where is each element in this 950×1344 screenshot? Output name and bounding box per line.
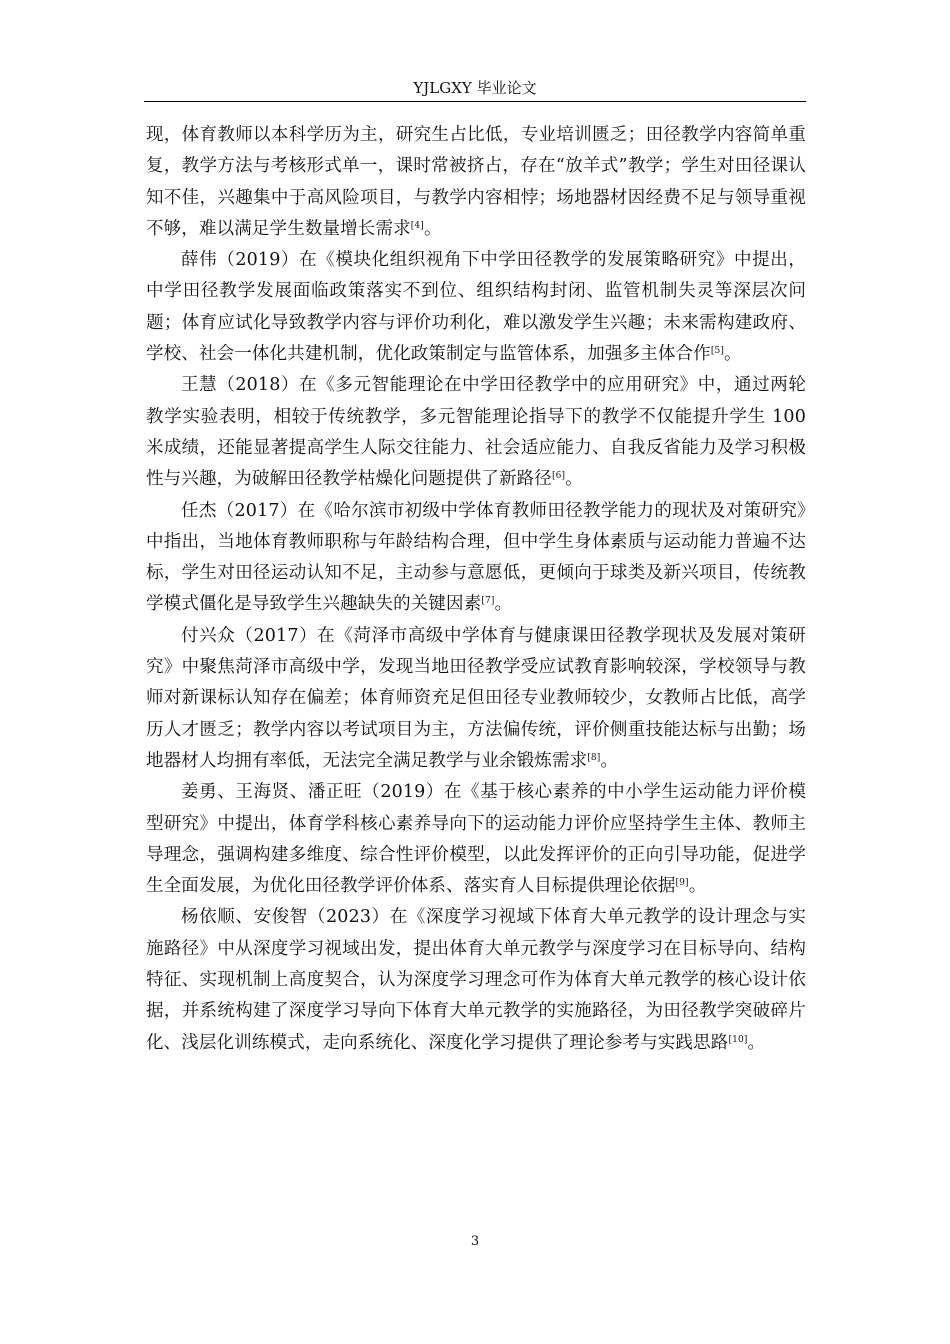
running-header: YJLGXY 毕业论文 <box>413 79 537 97</box>
paragraph-continued <box>146 120 806 245</box>
citation-mark: [4] <box>410 220 424 231</box>
paragraph-text: 姜勇、王海贤、潘正旺（2019）在《基于核心素养的中小学生运动能力评价模型研究》中提出，体育学科核心素养导向下的运动能力评价应坚持学生主体、教师主导理念，强调构建多维度、综合性评价模型，以此发挥评价的正向引导功能，促进学生全面发展，为优化田径教学评价体系、落实育人目标提供理论依据 <box>146 782 806 897</box>
paragraph-text: 王慧（2018）在《多元智能理论在中学田径教学中的应用研究》中，通过两轮教学实验表明，相较于传统教学，多元智能理论指导下的教学不仅能提升学生 100 米成绩，还能显著提高学生人际交往能力、社会适应能力、自我反省能力及学习积极性与兴趣，为破解田径教学枯燥化问题提供了新路径 <box>146 375 806 490</box>
document-body <box>146 120 806 1059</box>
paragraph-jiangyong <box>146 777 806 902</box>
citation-mark: [8] <box>587 752 601 763</box>
paragraph-text: 杨依顺、安俊智（2023）在《深度学习视域下体育大单元教学的设计理念与实施路径》中从深度学习视域出发，提出体育大单元教学与深度学习在目标导向、结构特征、实现机制上高度契合，认为深度学习理念可作为体育大单元教学的核心设计依据，并系统构建了深度学习导向下体育大单元教学的实施路径，为田径教学突破碎片化、浅层化训练模式，走向系统化、深度化学习提供了理论参考与实践思路 <box>146 907 806 1053</box>
paragraph-end: 。 <box>494 594 513 615</box>
paragraph-end: 。 <box>600 750 619 771</box>
paragraph-text: 现，体育教师以本科学历为主，研究生占比低，专业培训匮乏；田径教学内容简单重复，教学方法与考核形式单一，课时常被挤占，存在“放羊式”教学；学生对田径课认知不佳，兴趣集中于高风险项目，与教学内容相悖；场地器材因经费不足与领导重视不够，难以满足学生数量增长需求 <box>146 125 806 239</box>
paragraph-xuewei <box>146 245 806 370</box>
paragraph-renjie <box>146 496 806 621</box>
paragraph-end: 。 <box>423 218 442 239</box>
page-number: 3 <box>470 1234 480 1249</box>
paragraph-end: 。 <box>724 344 742 365</box>
paragraph-text: 薛伟（2019）在《模块化组织视角下中学田径教学的发展策略研究》中提出，中学田径教学发展面临政策落实不到位、组织结构封闭、监管机制失灵等深层次问题；体育应试化导致教学内容与评价功利化，难以激发学生兴趣；未来需构建政府、学校、社会一体化共建机制，优化政策制定与监管体系，加强多主体合作 <box>146 250 806 365</box>
paragraph-end: 。 <box>747 1032 766 1053</box>
header-divider <box>144 101 806 102</box>
paragraph-wanghui <box>146 370 806 495</box>
citation-mark: [9] <box>675 878 689 889</box>
citation-mark: [6] <box>551 471 566 482</box>
paragraph-text: 付兴众（2017）在《菏泽市高级中学体育与健康课田径教学现状及发展对策研究》中聚焦菏泽市高级中学，发现当地田径教学受应试教育影响较深，学校领导与教师对新课标认知存在偏差；体育师资充足但田径专业教师较少，女教师占比低，高学历人才匮乏；教学内容以考试项目为主，方法偏传统，评价侧重技能达标与出勤；场地器材人均拥有率低，无法完全满足教学与业余锻炼需求 <box>146 625 806 771</box>
citation-mark: [7] <box>481 596 495 607</box>
citation-mark: [5] <box>710 346 725 357</box>
paragraph-fuxingzhong <box>146 621 806 777</box>
paragraph-text: 任杰（2017）在《哈尔滨市初级中学体育教师田径教学能力的现状及对策研究》中指出，当地体育教师职称与年龄结构合理，但中学生身体素质与运动能力普遍不达标，学生对田径运动认知不足，主动参与意愿低，更倾向于球类及新兴项目，传统教学模式僵化是导致学生兴趣缺失的关键因素 <box>146 500 806 615</box>
paragraph-end: 。 <box>565 469 583 490</box>
paragraph-end: 。 <box>688 876 707 897</box>
paragraph-yangyishun <box>146 902 806 1058</box>
citation-mark: [10] <box>728 1034 748 1045</box>
